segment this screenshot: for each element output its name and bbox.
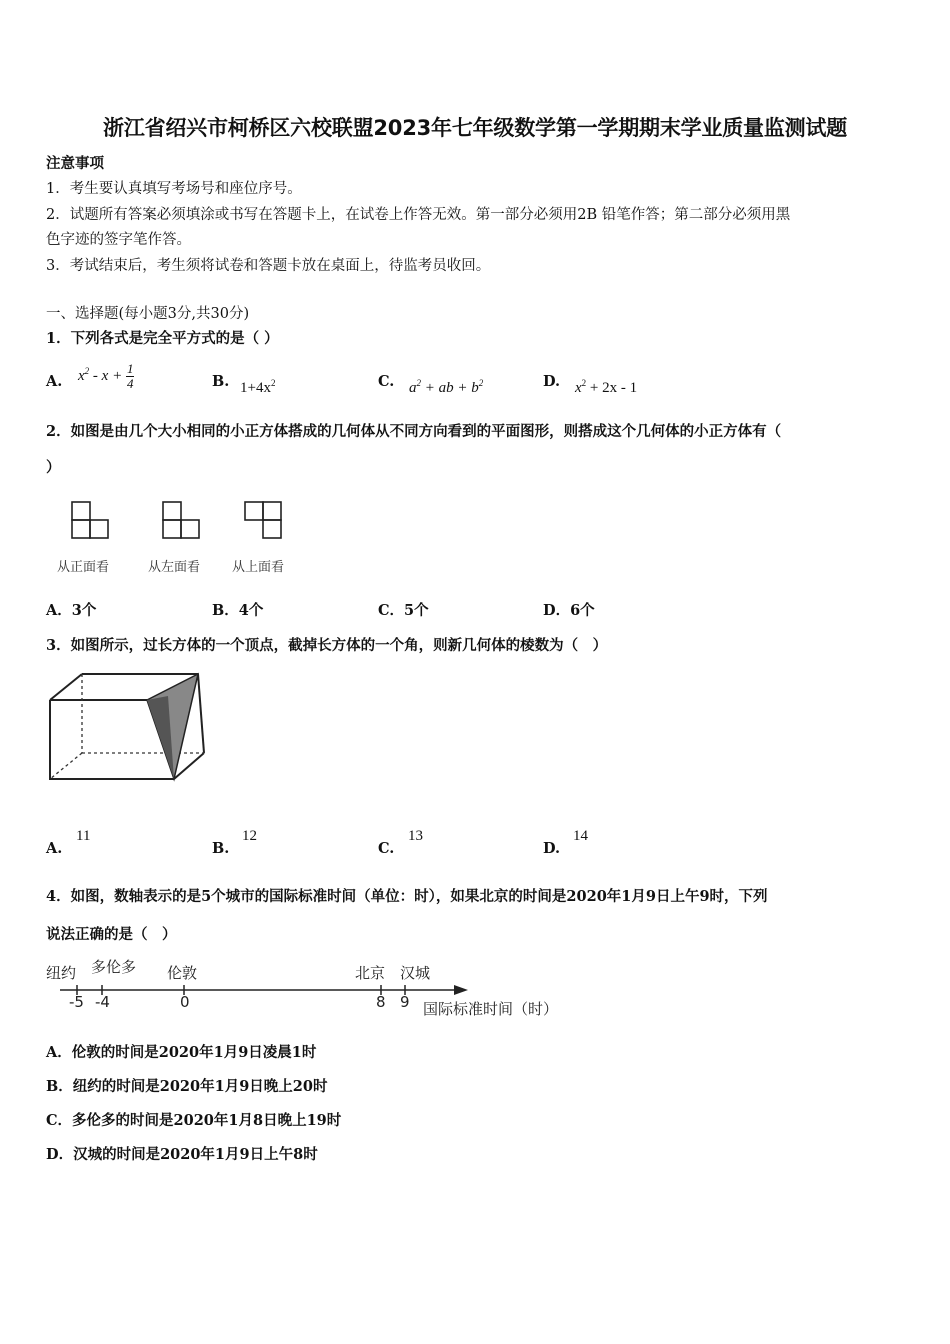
q2-option-b: B．4个 — [212, 602, 264, 619]
view-square — [72, 520, 90, 538]
note-item: 3．考试结束后，考生须将试卷和答题卡放在桌面上，待监考员收回。 — [46, 258, 491, 274]
q2-option-d: D．6个 — [543, 602, 595, 619]
view-square — [163, 520, 181, 538]
q3-option-b-label: B. — [212, 840, 230, 857]
tick-label: 8 — [376, 993, 386, 1011]
q3-option-b-value: 12 — [242, 828, 257, 844]
question-4-stem: 4．如图，数轴表示的是5个城市的国际标准时间（单位：时），如果北京的时间是2020年1月9日上午9时，下列 — [46, 888, 768, 905]
q3-option-c-value: 13 — [408, 828, 423, 844]
q1-option-d-label: D. — [543, 373, 561, 390]
question-1-stem: 1．下列各式是完全平方式的是（ ） — [46, 330, 279, 347]
caption-top-view: 从上面看 — [232, 560, 285, 575]
question-4-stem-end: 说法正确的是（ ） — [46, 926, 177, 943]
q3-option-a-value: 11 — [76, 828, 91, 844]
q3-option-d-label: D. — [543, 840, 561, 857]
section-heading: 一、选择题(每小题3分,共30分) — [46, 306, 250, 322]
note-item: 2．试题所有答案必须填涂或书写在答题卡上，在试卷上作答无效。第一部分必须用2B 铅笔作答；第二部分必须用黑 — [46, 207, 791, 223]
view-square — [263, 520, 281, 538]
city-label-seoul: 汉城 — [400, 964, 431, 982]
view-square — [90, 520, 108, 538]
city-label-beijing: 北京 — [355, 964, 386, 982]
caption-left-view: 从左面看 — [148, 560, 201, 575]
q4-option-a: A．伦敦的时间是2020年1月9日凌晨1时 — [46, 1044, 317, 1061]
city-label-newyork: 纽约 — [46, 964, 77, 982]
q2-option-c: C．5个 — [378, 602, 429, 619]
q4-option-d: D．汉城的时间是2020年1月9日上午8时 — [46, 1146, 318, 1163]
q2-option-a: A．3个 — [46, 602, 97, 619]
q1-option-d-expr: $x^2 + 2x - 1$ — [575, 378, 638, 396]
question-2-stem-end: ） — [46, 459, 61, 476]
tick-label: 9 — [400, 993, 410, 1011]
question-2-stem: 2．如图是由几个大小相同的小正方体搭成的几何体从不同方向看到的平面图形，则搭成这个几何体的小正方体有（ — [46, 423, 782, 440]
cuboid-figure — [44, 668, 214, 786]
view-square — [72, 502, 90, 520]
q1-option-b-expr: $1+4x^2$ — [240, 378, 276, 396]
q1-option-a-expr: $x^2$ - x + $\frac{1}{4}$ — [78, 361, 134, 391]
caption-front-view: 从正面看 — [57, 560, 110, 575]
q4-option-b: B．纽约的时间是2020年1月9日晚上20时 — [46, 1078, 328, 1095]
city-label-london: 伦敦 — [167, 964, 198, 982]
view-square — [181, 520, 199, 538]
q1-option-c-expr: $a^2$ + ab + $b^2$ — [409, 378, 484, 396]
tick-label: -4 — [95, 993, 110, 1011]
view-square — [245, 502, 263, 520]
note-item: 色字迹的签字笔作答。 — [46, 232, 191, 248]
q3-option-a-label: A. — [46, 840, 63, 857]
q3-option-d-value: 14 — [573, 828, 588, 844]
notes-heading: 注意事项 — [46, 155, 104, 172]
note-item: 1．考生要认真填写考场号和座位序号。 — [46, 181, 302, 197]
axis-label: 国际标准时间（时） — [423, 1000, 559, 1018]
q1-option-a-label: A. — [46, 373, 63, 390]
q1-option-c-label: C. — [378, 373, 395, 390]
view-square — [263, 502, 281, 520]
q3-option-c-label: C. — [378, 840, 395, 857]
city-label-toronto: 多伦多 — [91, 958, 137, 976]
view-square — [163, 502, 181, 520]
tick-label: -5 — [69, 993, 84, 1011]
q4-option-c: C．多伦多的时间是2020年1月8日晚上19时 — [46, 1112, 342, 1129]
question-3-stem: 3．如图所示，过长方体的一个顶点，截掉长方体的一个角，则新几何体的棱数为（ ） — [46, 637, 608, 654]
q2-views-figure — [60, 495, 300, 545]
tick-label: 0 — [180, 993, 190, 1011]
page-title: 浙江省绍兴市柯桥区六校联盟2023年七年级数学第一学期期末学业质量监测试题 — [102, 116, 848, 140]
q1-option-b-label: B. — [212, 373, 230, 390]
